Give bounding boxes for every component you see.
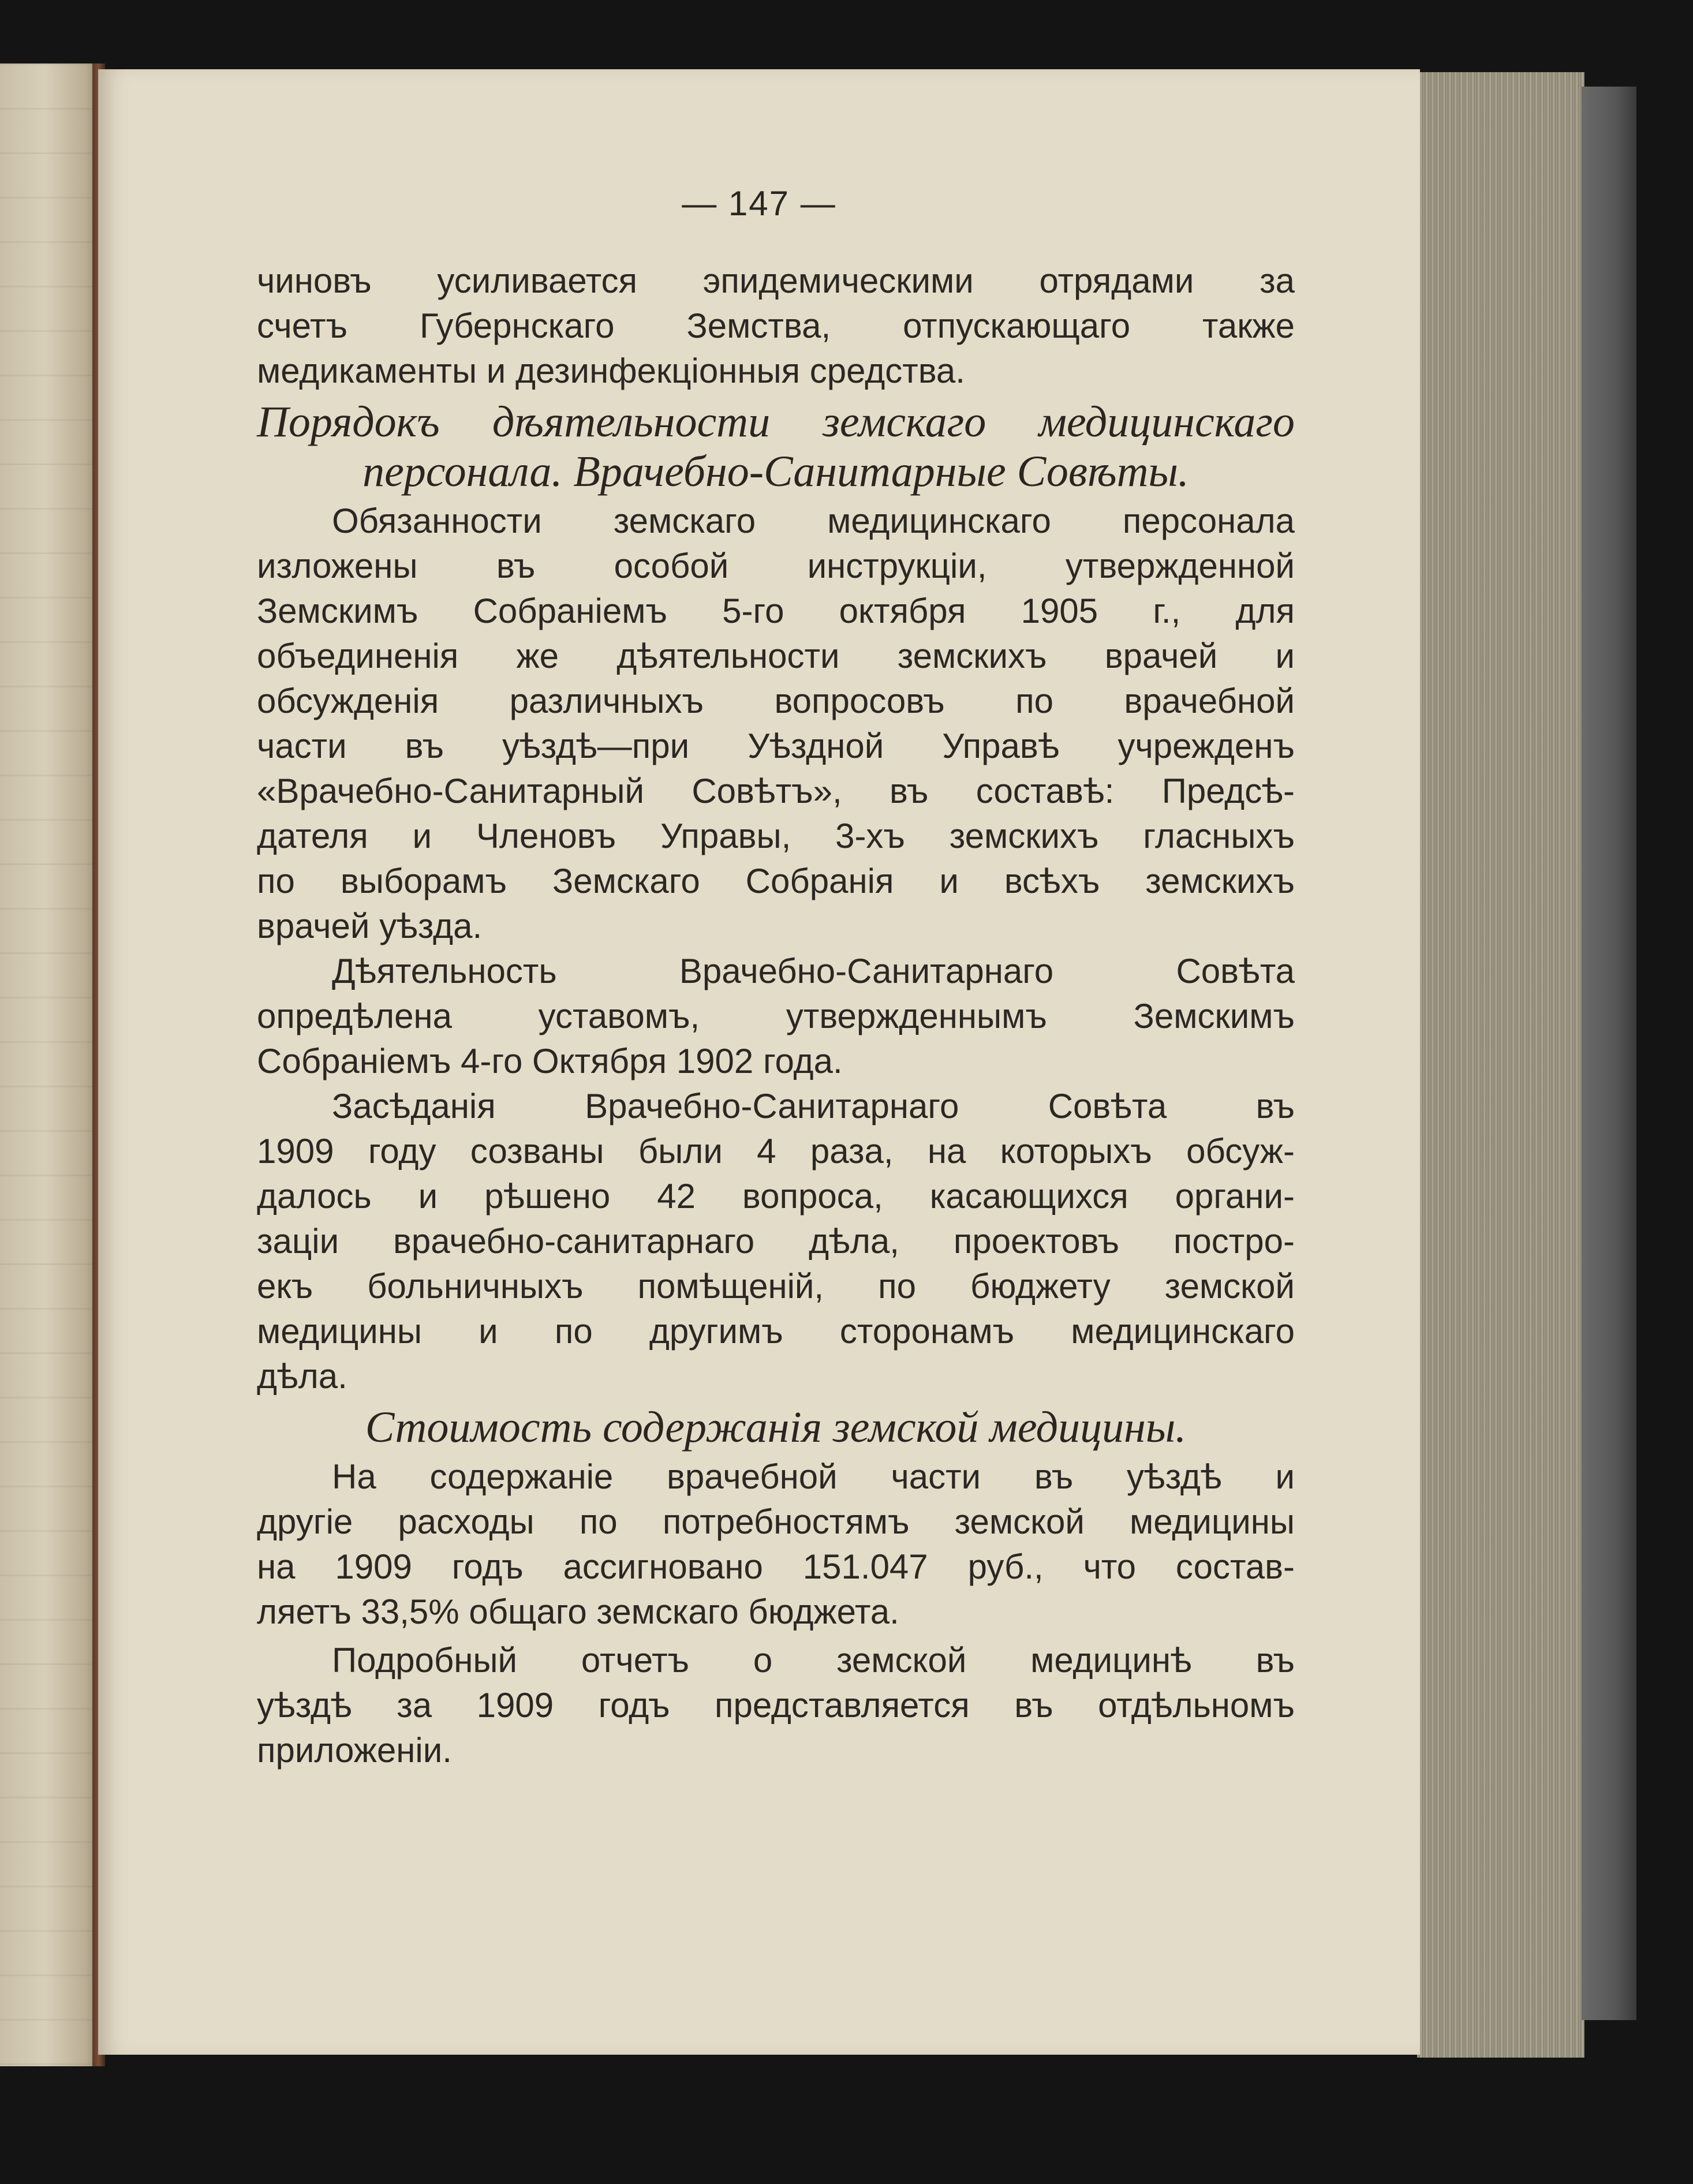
text-line: Засѣданія Врачебно-Санитарнаго Совѣта въ	[332, 1087, 1295, 1125]
heading-line: Стоимость содержанія земской медицины.	[365, 1403, 1187, 1452]
text-line: дателя и Членовъ Управы, 3-хъ земскихъ гласныхъ	[257, 817, 1295, 855]
text-line: врачей уѣзда.	[257, 907, 483, 945]
text-line: медицины и по другимъ сторонамъ медицинскаго	[257, 1312, 1295, 1351]
page-body	[257, 259, 1295, 1773]
text-line: уѣздѣ за 1909 годъ представляется въ отдѣльномъ	[257, 1686, 1295, 1725]
paragraph-meetings	[257, 1084, 1295, 1399]
text-line: Подробный отчетъ о земской медицинѣ въ	[332, 1641, 1295, 1680]
book-page-edges	[1417, 72, 1584, 2058]
text-line: приложеніи.	[257, 1731, 452, 1770]
text-line: другіе расходы по потребностямъ земской медицины	[257, 1502, 1295, 1541]
heading-line: Порядокъ дѣятельности земскаго медицинскаго	[257, 398, 1295, 446]
previous-page-edge	[0, 63, 101, 2066]
text-line: изложены въ особой инструкціи, утвержденной	[257, 547, 1295, 585]
text-line: по выборамъ Земскаго Собранія и всѣхъ земскихъ	[257, 862, 1295, 900]
section-heading-procedure	[257, 397, 1295, 496]
text-line: заціи врачебно-санитарнаго дѣла, проектовъ постро-	[257, 1222, 1295, 1261]
text-line: 1909 году созваны были 4 раза, на которыхъ обсуж-	[257, 1132, 1295, 1170]
text-line: медикаменты и дезинфекціонныя средства.	[257, 351, 965, 390]
text-line: На содержаніе врачебной части въ уѣздѣ и	[332, 1457, 1295, 1496]
heading-line: персонала. Врачебно-Санитарные Совѣты.	[362, 447, 1189, 496]
page-number: — 147 —	[682, 184, 836, 223]
text-line: части въ уѣздѣ—при Уѣздной Управѣ учрежденъ	[257, 727, 1295, 765]
paragraph-continuation	[257, 259, 1295, 394]
paragraph-cost	[257, 1454, 1295, 1635]
paragraph-activity	[257, 949, 1295, 1084]
text-line: екъ больничныхъ помѣщеній, по бюджету земской	[257, 1267, 1295, 1306]
text-line: дѣла.	[257, 1357, 347, 1396]
text-line: Земскимъ Собраніемъ 5-го октября 1905 г., для	[257, 592, 1295, 630]
text-line: «Врачебно-Санитарный Совѣтъ», въ составѣ: Предсѣ-	[257, 772, 1295, 810]
section-heading-cost	[257, 1403, 1295, 1452]
paragraph-report	[257, 1638, 1295, 1773]
text-line: счетъ Губернскаго Земства, отпускающаго также	[257, 306, 1295, 345]
previous-page-text-shadow	[0, 63, 101, 2066]
text-line: обсужденія различныхъ вопросовъ по врачебной	[257, 682, 1295, 720]
book-cover-edge	[1582, 87, 1636, 2020]
text-line: опредѣлена уставомъ, утвержденнымъ Земскимъ	[257, 997, 1295, 1035]
text-line: далось и рѣшено 42 вопроса, касающихся органи-	[257, 1177, 1295, 1216]
text-line: Обязанности земскаго медицинскаго персонала	[332, 502, 1295, 540]
text-line: чиновъ усиливается эпидемическими отрядами за	[257, 261, 1295, 300]
paragraph-duties	[257, 499, 1295, 949]
text-line: Дѣятельность Врачебно-Санитарнаго Совѣта	[332, 952, 1295, 990]
text-line: Собраніемъ 4-го Октября 1902 года.	[257, 1042, 843, 1080]
text-line: на 1909 годъ ассигновано 151.047 руб., что состав-	[257, 1547, 1295, 1586]
text-line: объединенія же дѣятельности земскихъ врачей и	[257, 637, 1295, 675]
text-line: ляетъ 33,5% общаго земскаго бюджета.	[257, 1592, 899, 1631]
book-page	[98, 69, 1420, 2055]
